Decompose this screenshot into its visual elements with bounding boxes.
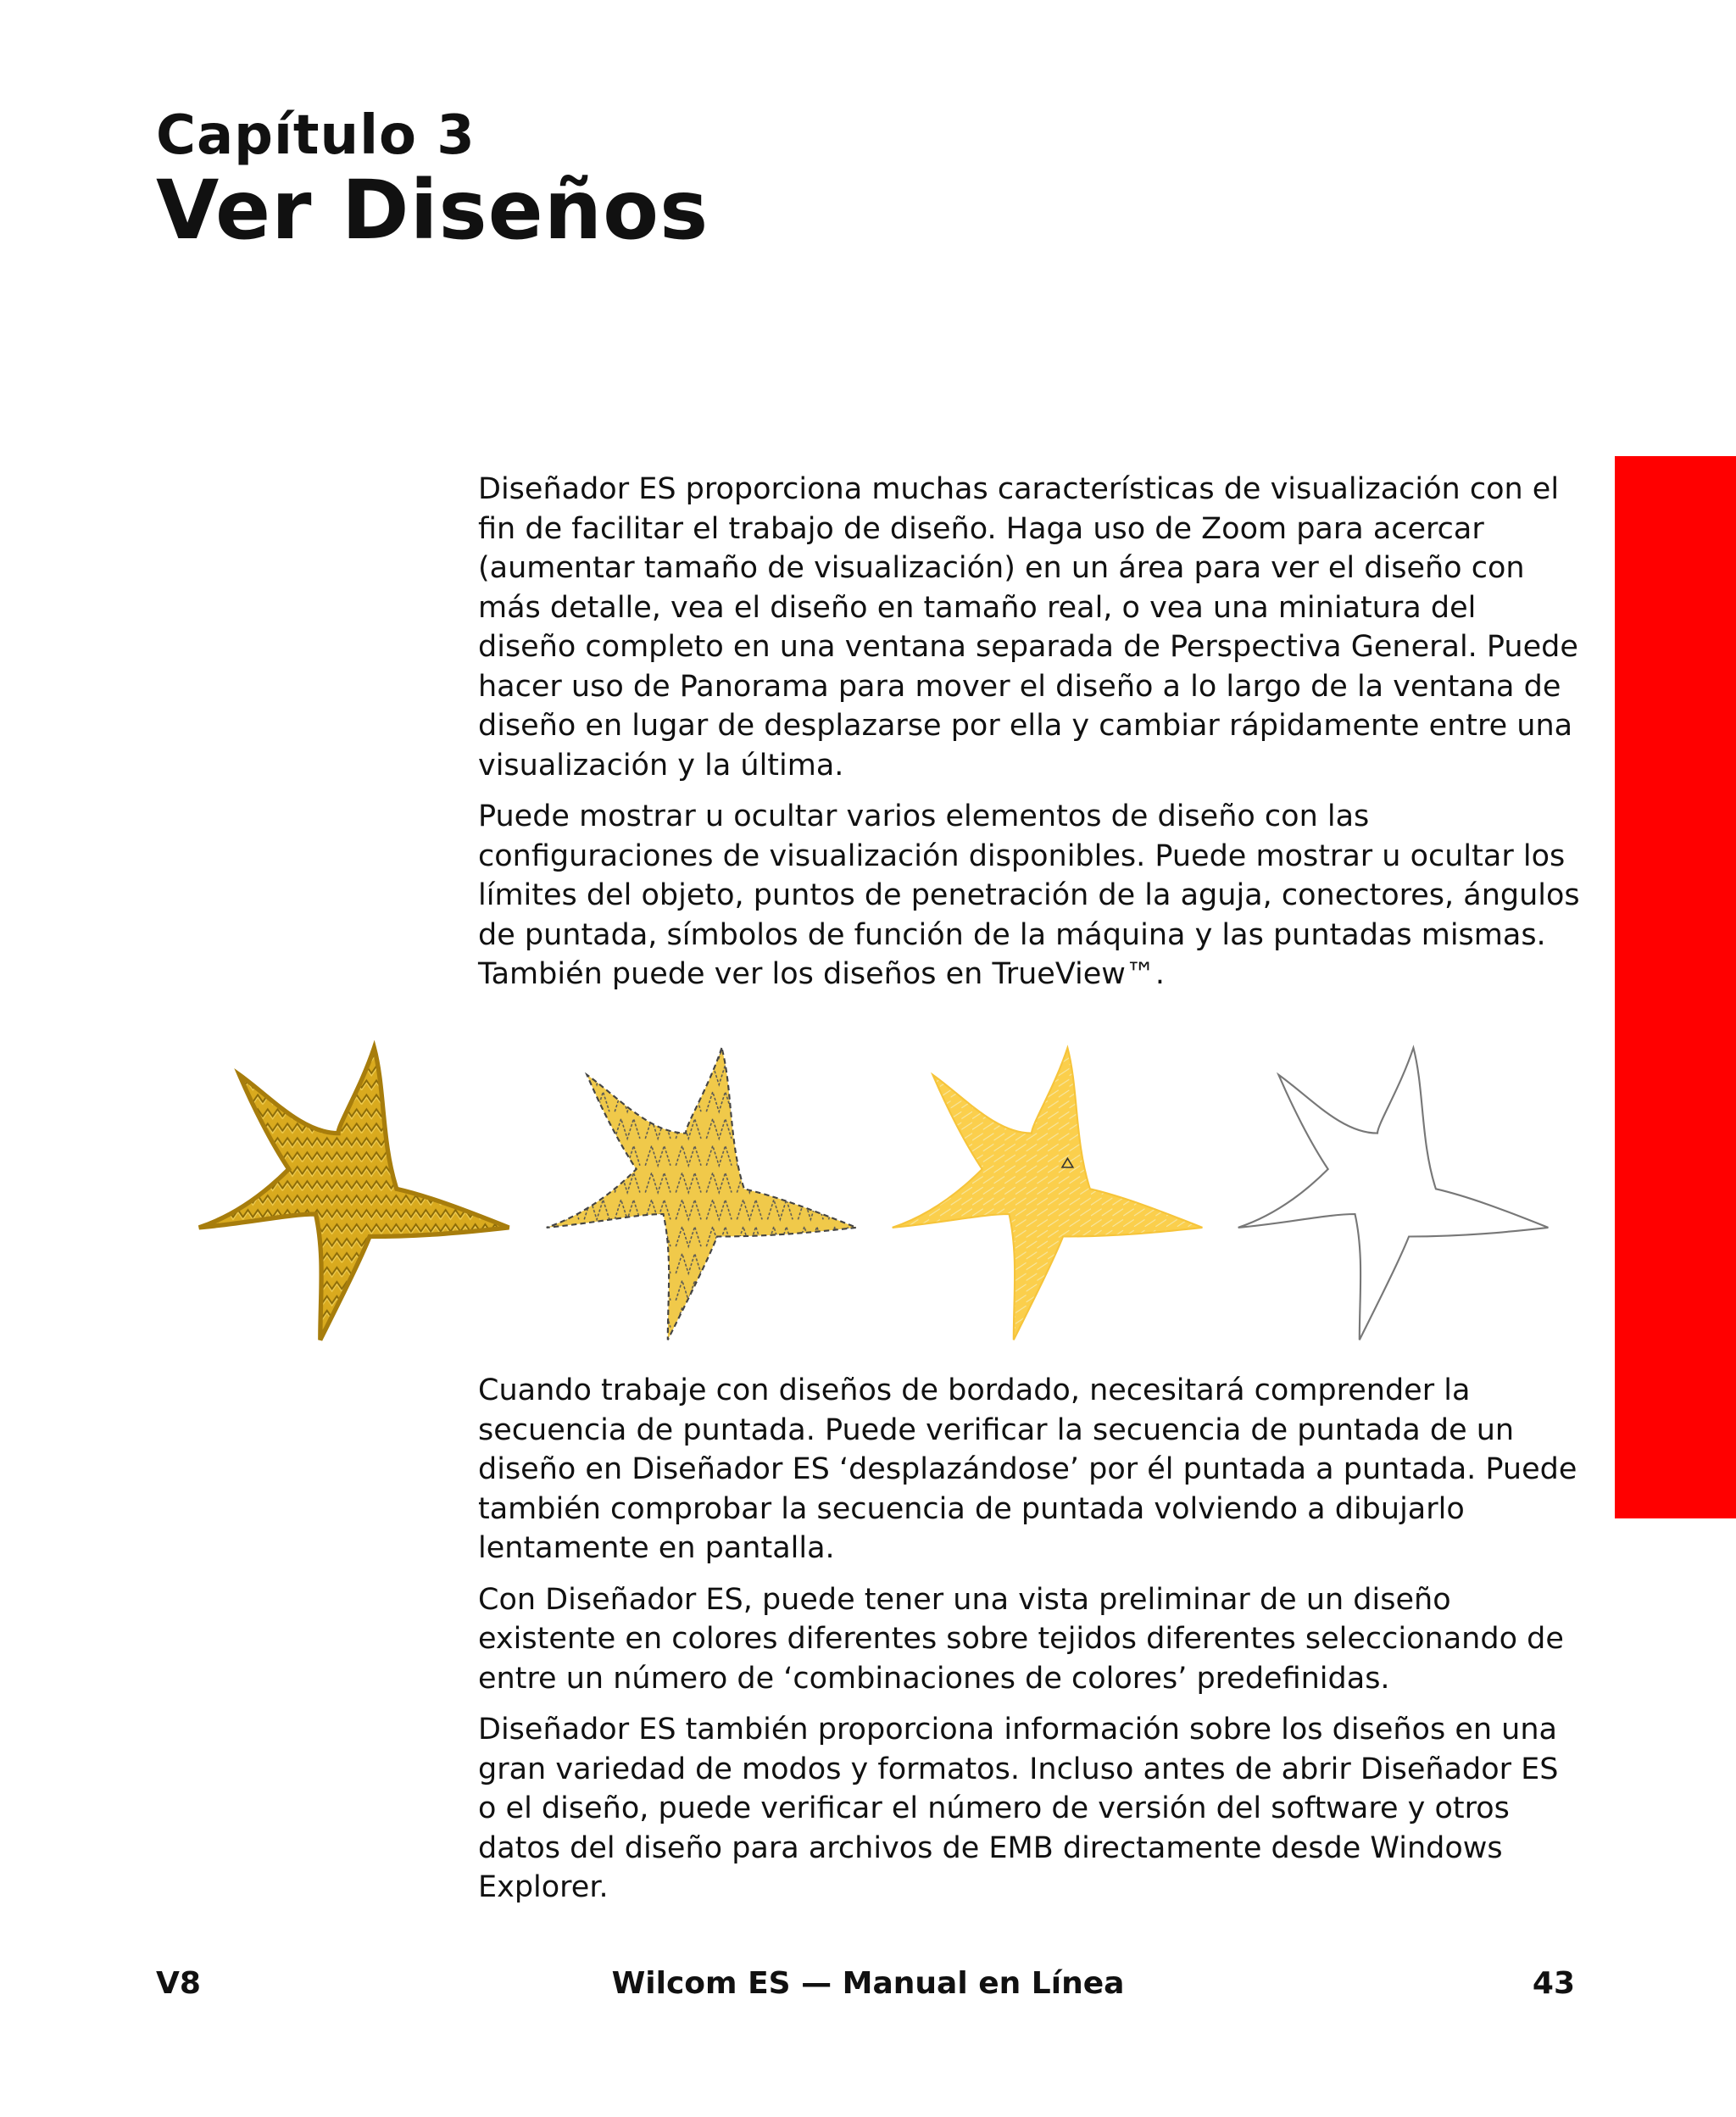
starfish-trueview-icon [199, 1048, 509, 1340]
paragraph: Diseñador ES también proporciona información sobre los diseños en una gran variedad de modos y formatos. Incluso antes de abrir Diseñador ES o el diseño, puede verificar el número de versión del software y otros datos del diseño para archivos de EMB directamente desde Windows Explorer. [478, 1713, 1559, 1904]
starfish-stitches-icon [547, 1048, 857, 1340]
footer-version: V8 [156, 1966, 201, 2001]
footer-manual-title: Wilcom ES — Manual en Línea [611, 1966, 1125, 2001]
footer-page-number: 43 [1532, 1966, 1575, 2001]
paragraph: Diseñador ES proporciona muchas características de visualización con el fin de facilitar el trabajo de diseño. Haga uso de Zoom para acercar (aumentar tamaño de visualización) en un área para ver el diseño con más detalle, vea el diseño en tamaño real, o vea una miniatura del diseño completo en una ventana separada de Perspectiva General. Puede hacer uso de Panorama para mover el diseño a lo largo de la ventana de diseño en lugar de desplazarse por ella y cambiar rápidamente entre una visualización y la última. [478, 472, 1578, 783]
starfish-illustration [186, 1026, 1585, 1365]
body-text [478, 1371, 1580, 1919]
paragraph: Con Diseñador ES, puede tener una vista preliminar de un diseño existente en colores diferentes sobre tejidos diferentes seleccionando de entre un número de ‘combinaciones de colores’ predefinidas. [478, 1582, 1564, 1696]
starfish-outline-icon [1238, 1048, 1549, 1340]
paragraph: Puede mostrar u ocultar varios elementos de diseño con las configuraciones de visualización disponibles. Puede mostrar u ocultar los límites del objeto, puntos de penetración de la aguja, conectores, ángulos de puntada, símbolos de función de la máquina y las puntadas mismas. También puede ver los diseños en TrueView™. [478, 799, 1580, 991]
chapter-tab-marker [1615, 456, 1736, 1518]
paragraph: Cuando trabaje con diseños de bordado, necesitará comprender la secuencia de puntada. Puede verificar la secuencia de puntada de un diseño en Diseñador ES ‘desplazándose’ por él puntada a puntada. Puede también comprobar la secuencia de puntada volviendo a dibujarlo lentamente en pantalla. [478, 1373, 1577, 1565]
starfish-fill-icon [893, 1048, 1203, 1340]
intro-text [478, 470, 1580, 1006]
page-title: Ver Diseños [156, 163, 709, 258]
chapter-label: Capítulo 3 [156, 104, 476, 167]
starfish-figure-svg [186, 1026, 1585, 1365]
